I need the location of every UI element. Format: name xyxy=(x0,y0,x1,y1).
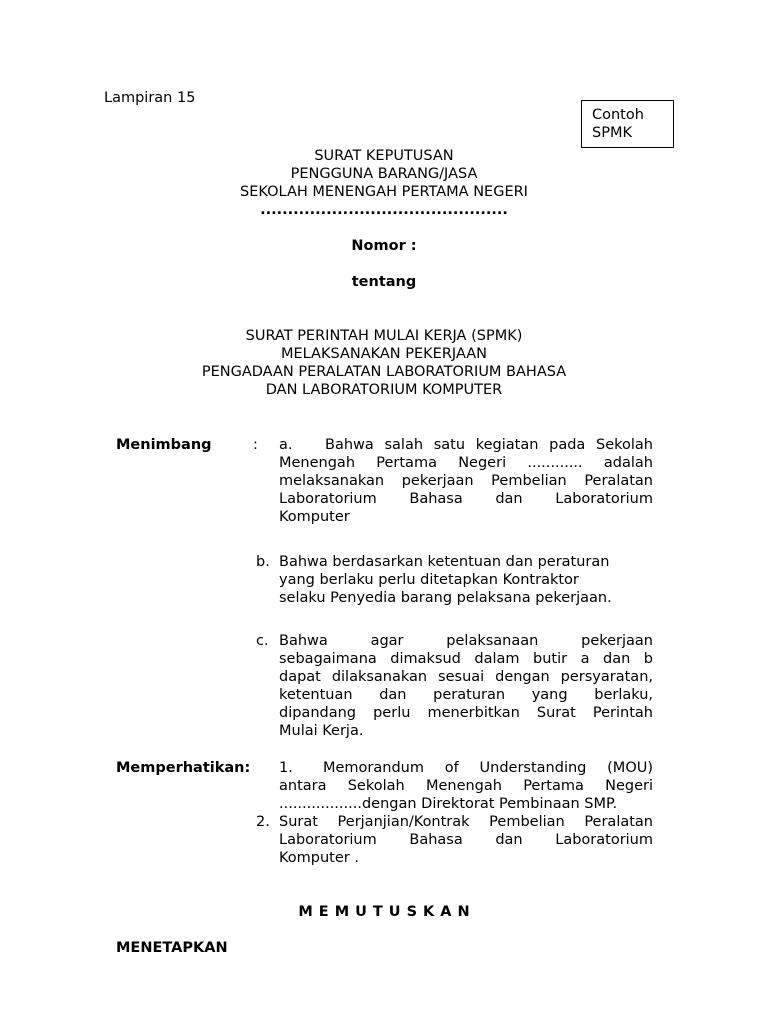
example-box xyxy=(581,100,674,148)
tentang-label: tentang xyxy=(351,274,417,290)
item-1-marker: 1. xyxy=(279,760,293,776)
menimbang-label: Menimbang xyxy=(116,437,212,453)
item-2-line3: Komputer . xyxy=(279,850,359,866)
item-1-line2: antara Sekolah Menengah Pertama Negeri xyxy=(279,778,653,794)
header-dots: ............................................. xyxy=(260,202,508,218)
example-box-line2: SPMK xyxy=(592,125,632,141)
item-a-line1: Bahwa salah satu kegiatan pada Sekolah xyxy=(325,437,653,453)
header-line3: SEKOLAH MENENGAH PERTAMA NEGERI xyxy=(240,184,528,200)
item-a-line4: Laboratorium Bahasa dan Laboratorium xyxy=(279,491,653,507)
item-c-line2: sebagaimana dimaksud dalam butir a dan b xyxy=(279,651,653,667)
item-1-line3: ..................dengan Direktorat Pembinaan SMP. xyxy=(279,796,618,812)
item-c-line1: Bahwa agar pelaksanaan pekerjaan xyxy=(279,633,653,649)
title-line3: PENGADAAN PERALATAN LABORATORIUM BAHASA xyxy=(201,364,567,380)
document-title xyxy=(0,327,768,399)
item-c-line6: Mulai Kerja. xyxy=(279,723,364,739)
item-2-marker: 2. xyxy=(256,814,270,830)
item-c-line3: dapat dilaksanakan sesuai dengan persyaratan, xyxy=(279,669,653,685)
item-b-line3: selaku Penyedia barang pelaksana pekerjaan. xyxy=(279,590,612,606)
item-b-line2: yang berlaku perlu ditetapkan Kontraktor xyxy=(279,572,579,588)
memperhatikan-label: Memperhatikan: xyxy=(116,760,251,776)
item-a-line3: melaksanakan pekerjaan Pembelian Peralatan xyxy=(279,473,653,489)
item-c-line5: dipandang perlu menerbitkan Surat Perintah xyxy=(279,705,653,721)
menimbang-item-c xyxy=(279,632,653,740)
item-c-marker: c. xyxy=(256,633,269,649)
item-b-line1: Bahwa berdasarkan ketentuan dan peraturan xyxy=(279,554,610,570)
menetapkan-label: MENETAPKAN xyxy=(116,940,228,956)
document-header xyxy=(0,147,768,219)
item-a-line2: Menengah Pertama Negeri ............ adalah xyxy=(279,455,653,471)
item-a-marker: a. xyxy=(279,437,293,453)
item-2-line1: Surat Perjanjian/Kontrak Pembelian Peralatan xyxy=(279,814,653,830)
item-1-line1: Memorandum of Understanding (MOU) xyxy=(323,760,653,776)
item-b-marker: b. xyxy=(256,554,270,570)
title-line4: DAN LABORATORIUM KOMPUTER xyxy=(265,382,503,398)
menimbang-colon: : xyxy=(253,437,258,453)
header-line2: PENGGUNA BARANG/JASA xyxy=(290,166,478,182)
header-line1: SURAT KEPUTUSAN xyxy=(314,148,454,164)
nomor-label: Nomor : xyxy=(351,238,417,254)
item-c-line4: ketentuan dan peraturan yang berlaku, xyxy=(279,687,653,703)
title-line2: MELAKSANAKAN PEKERJAAN xyxy=(280,346,488,362)
appendix-label: Lampiran 15 xyxy=(104,90,196,106)
menimbang-item-b xyxy=(279,553,653,607)
menimbang-item-a xyxy=(279,436,653,526)
example-box-line1: Contoh xyxy=(592,107,644,123)
memperhatikan-item-1 xyxy=(279,759,653,813)
title-line1: SURAT PERINTAH MULAI KERJA (SPMK) xyxy=(245,328,523,344)
item-2-line2: Laboratorium Bahasa dan Laboratorium xyxy=(279,832,653,848)
memutuskan-heading: MEMUTUSKAN xyxy=(298,904,476,920)
memperhatikan-item-2 xyxy=(279,813,653,867)
item-a-line5: Komputer xyxy=(279,509,350,525)
